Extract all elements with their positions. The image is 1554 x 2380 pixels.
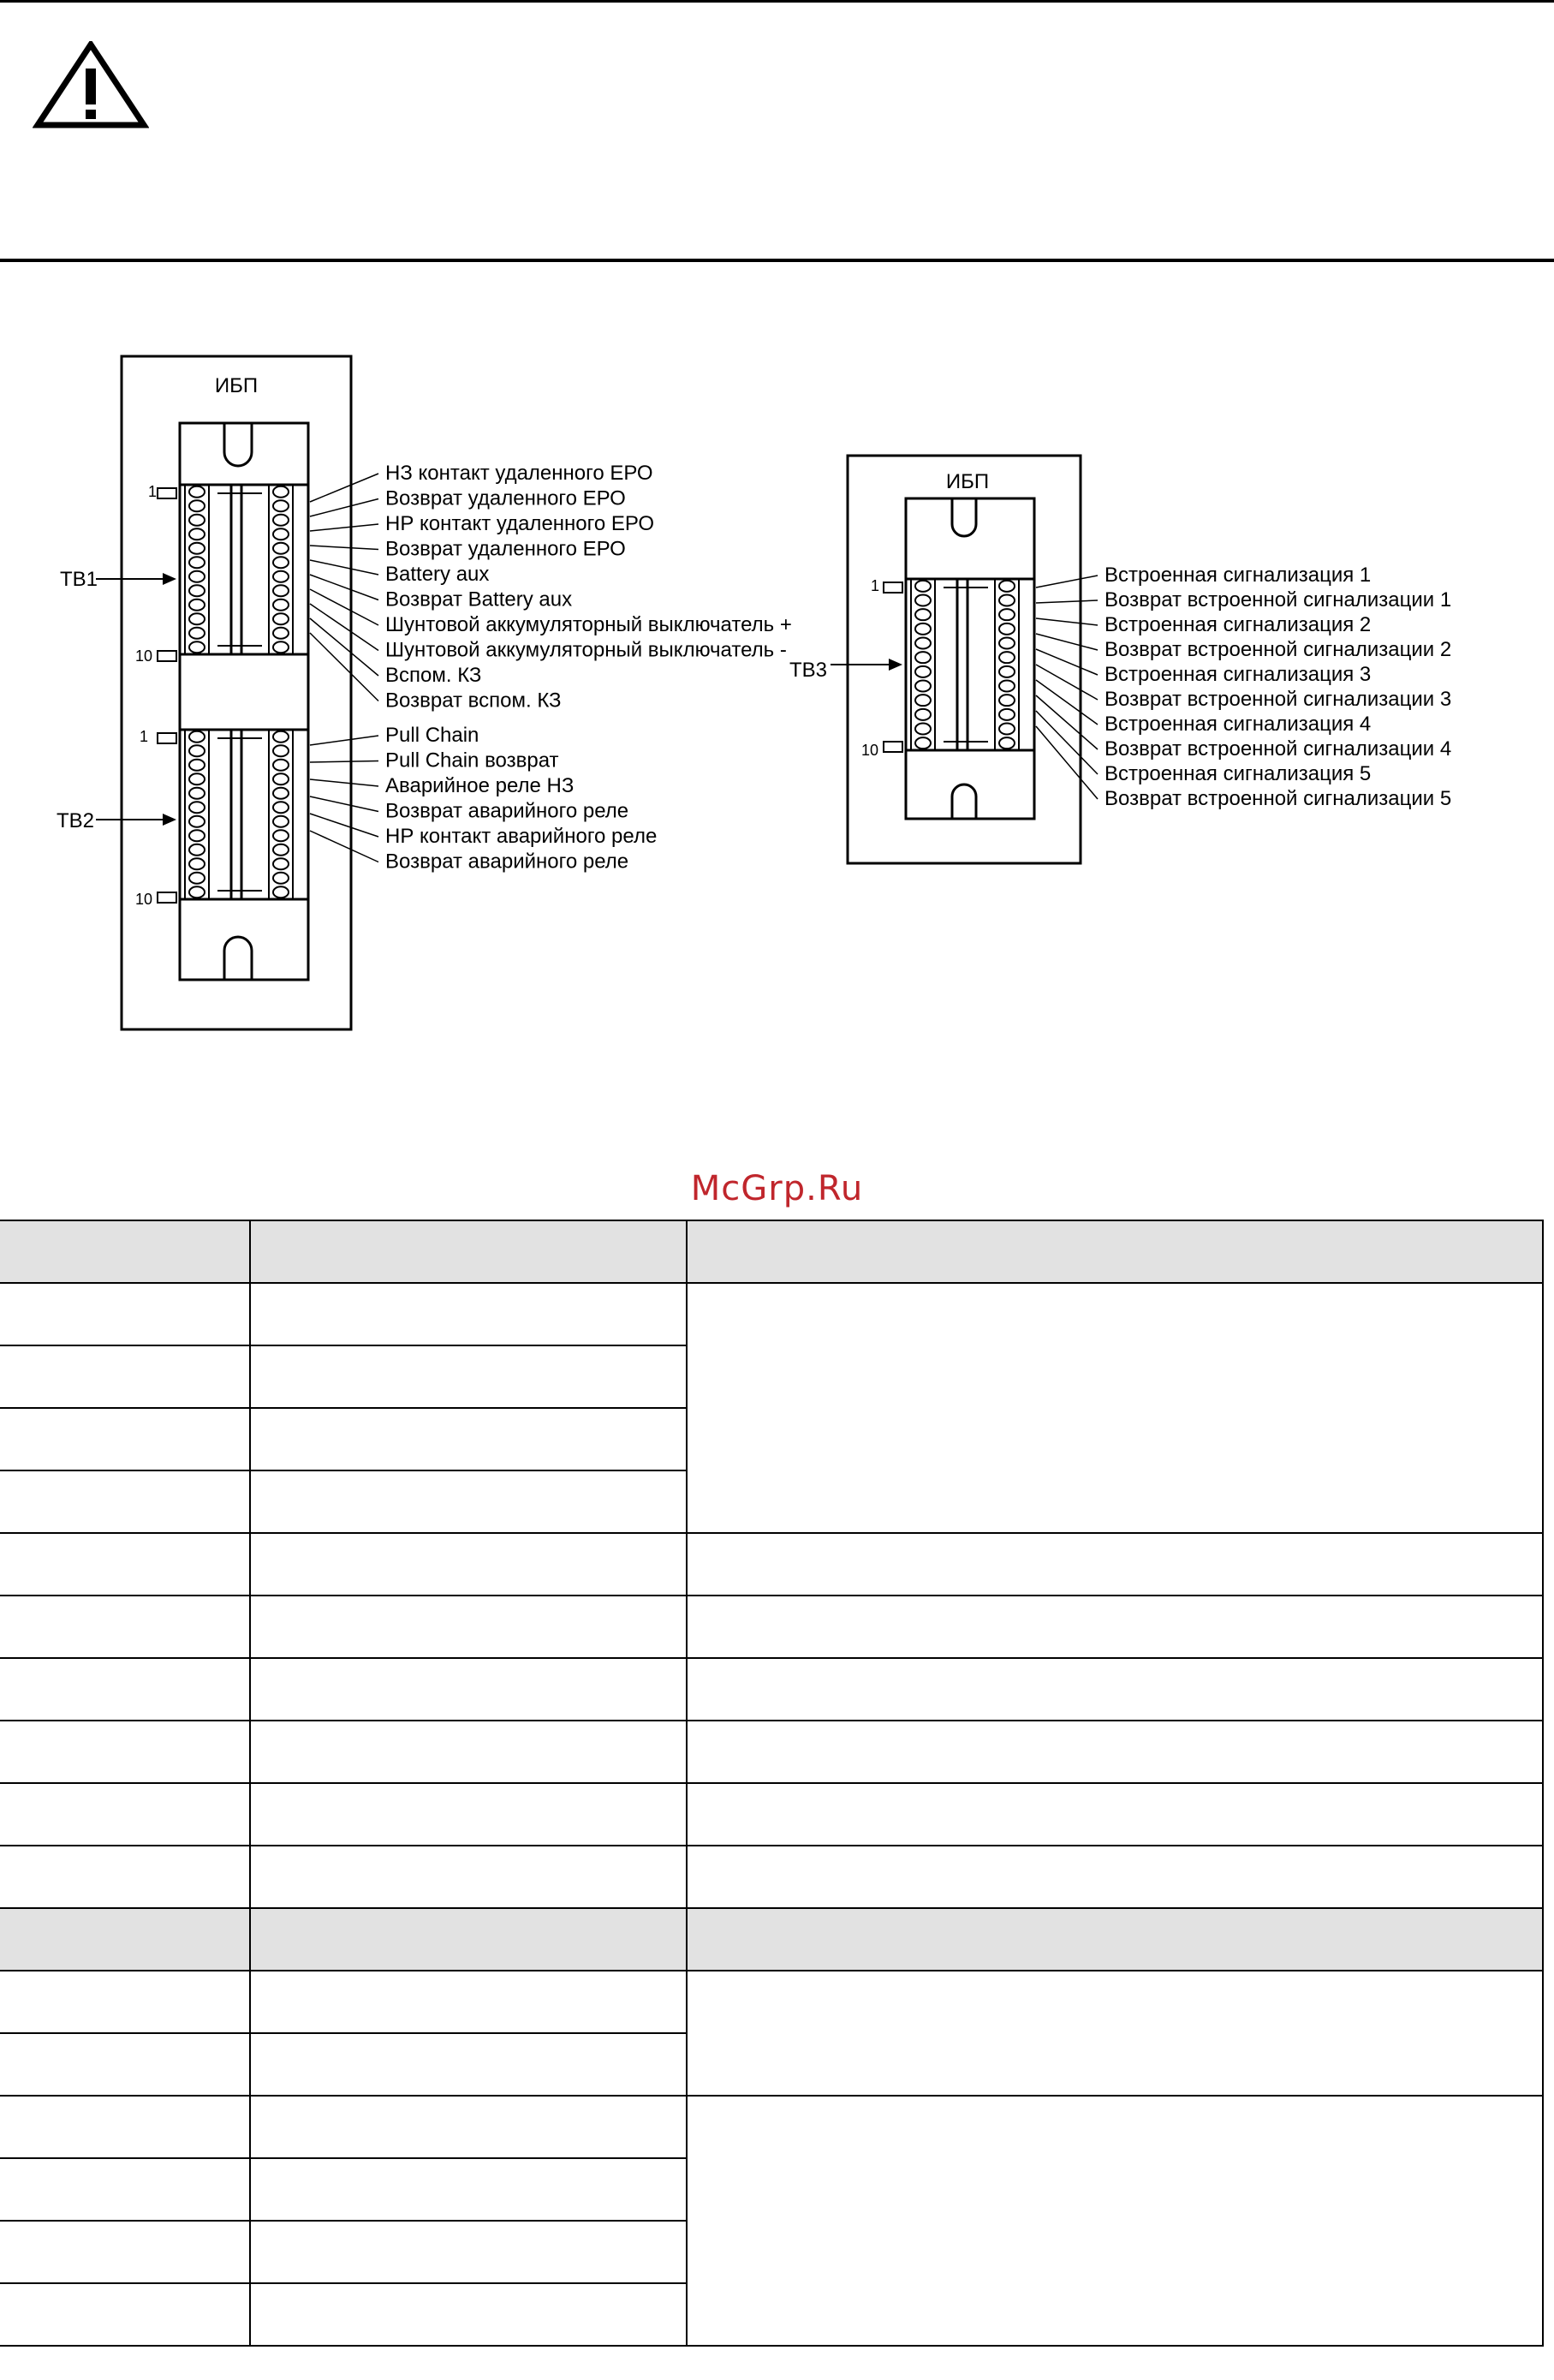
tb1-name: TB1 xyxy=(60,568,98,591)
tb1-label: НЗ контакт удаленного ЕРО xyxy=(385,462,653,485)
table-cell xyxy=(0,1470,250,1533)
tb1-leader xyxy=(310,546,378,550)
table-cell xyxy=(687,1908,1543,1971)
table-cell xyxy=(0,1345,250,1408)
tb3-leader xyxy=(1036,649,1098,675)
tb1-pin10-tab xyxy=(158,651,176,661)
table-row xyxy=(0,1783,1543,1846)
table-cell xyxy=(0,1971,250,2033)
table-cell xyxy=(0,1658,250,1721)
table-cell xyxy=(250,1470,687,1533)
tb3-label: Встроенная сигнализация 3 xyxy=(1104,663,1372,686)
table-cell xyxy=(0,1846,250,1908)
tb3-leader xyxy=(1036,726,1098,799)
tb2-label: НР контакт аварийного реле xyxy=(385,825,658,848)
table-cell xyxy=(0,2096,250,2158)
tb3-label: Возврат встроенной сигнализации 5 xyxy=(1104,787,1452,810)
table-cell xyxy=(0,2221,250,2283)
tb1-arrow-head xyxy=(163,573,176,585)
table-cell xyxy=(687,1721,1543,1783)
tb1-label: Шунтовой аккумуляторный выключатель + xyxy=(385,613,792,636)
tb2-pin-last: 10 xyxy=(134,891,153,908)
tb2-arrow-head xyxy=(163,814,176,826)
tb3-pin1-tab xyxy=(884,582,902,593)
tb2-label: Аварийное реле НЗ xyxy=(385,774,575,797)
table-cell xyxy=(250,1596,687,1658)
terminal-block-diagram xyxy=(0,334,1554,1062)
tb3-leader xyxy=(1036,665,1098,700)
table-cell xyxy=(0,1908,250,1971)
table-row xyxy=(0,1721,1543,1783)
tb3-leader xyxy=(1036,600,1098,603)
tb1-leader xyxy=(310,499,378,517)
tb3-label: Возврат встроенной сигнализации 2 xyxy=(1104,638,1452,661)
table-cell xyxy=(250,1908,687,1971)
tb3-label: Возврат встроенной сигнализации 1 xyxy=(1104,588,1452,611)
table-cell xyxy=(0,1533,250,1596)
tb3-arrow-head xyxy=(889,659,902,671)
top-rule xyxy=(0,0,1554,3)
table-cell xyxy=(0,1721,250,1783)
tb2-leader xyxy=(310,796,378,812)
table-cell xyxy=(250,2221,687,2283)
tb3-pin10-tab xyxy=(884,742,902,752)
table-row xyxy=(0,1971,1543,2033)
table-cell xyxy=(250,1345,687,1408)
tb1-label: Возврат Battery aux xyxy=(385,588,573,611)
tb2-label: Возврат аварийного реле xyxy=(385,799,629,823)
tb2-block xyxy=(180,730,308,899)
tb2-label: Возврат аварийного реле xyxy=(385,850,629,874)
table-cell xyxy=(687,1533,1543,1596)
tb3-block xyxy=(906,579,1034,750)
tb1-label: Battery aux xyxy=(385,563,490,586)
right-ups-title: ИБП xyxy=(945,470,990,493)
table-cell xyxy=(687,1658,1543,1721)
table-cell xyxy=(687,1783,1543,1846)
table-header-row xyxy=(0,1908,1543,1971)
tb2-pin10-tab xyxy=(158,892,176,903)
tb1-pin-last: 10 xyxy=(134,647,153,665)
terminal-table xyxy=(0,1220,1544,2347)
tb3-label: Возврат встроенной сигнализации 4 xyxy=(1104,737,1452,761)
table-row xyxy=(0,1533,1543,1596)
table-cell xyxy=(0,1408,250,1470)
table-cell xyxy=(250,1283,687,1345)
table-cell xyxy=(250,2158,687,2221)
tb2-leader xyxy=(310,736,378,745)
tb2-name: TB2 xyxy=(57,809,95,832)
tb1-leader xyxy=(310,575,378,600)
tb3-label: Встроенная сигнализация 1 xyxy=(1104,564,1372,587)
tb3-name: TB3 xyxy=(789,659,828,682)
table-cell xyxy=(687,1846,1543,1908)
tb3-label: Встроенная сигнализация 2 xyxy=(1104,613,1372,636)
tb3-pin-last: 10 xyxy=(860,742,879,759)
right-rail-notch-top xyxy=(952,498,976,536)
table-cell xyxy=(0,2283,250,2346)
tb1-pin1-tab xyxy=(158,488,176,498)
left-ups-unit xyxy=(122,356,351,1029)
table-cell xyxy=(687,1971,1543,2096)
table-cell xyxy=(250,2033,687,2096)
tb3-label: Возврат встроенной сигнализации 3 xyxy=(1104,688,1452,711)
table-cell xyxy=(0,1596,250,1658)
table-row xyxy=(0,2096,1543,2158)
table-cell xyxy=(250,1408,687,1470)
table-cell xyxy=(687,1283,1543,1533)
tb3-label: Встроенная сигнализация 5 xyxy=(1104,762,1372,785)
tb1-label: Вспом. КЗ xyxy=(385,664,482,687)
table-cell xyxy=(250,1220,687,1283)
tb2-leader xyxy=(310,761,378,763)
right-rail-notch-bottom xyxy=(952,784,976,819)
table-cell xyxy=(0,1283,250,1345)
left-rail-notch-top xyxy=(224,423,252,466)
tb1-block xyxy=(180,485,308,654)
warning-triangle-icon xyxy=(33,41,149,130)
tb3-leader xyxy=(1036,680,1098,725)
table-cell xyxy=(687,1220,1543,1283)
left-ups-frame xyxy=(122,356,351,1029)
table-cell xyxy=(250,1846,687,1908)
tb2-leader xyxy=(310,814,378,837)
table-header-row xyxy=(0,1220,1543,1283)
tb3-leader xyxy=(1036,576,1098,588)
right-ups-unit xyxy=(848,456,1081,863)
tb1-leader xyxy=(310,474,378,502)
table-cell xyxy=(250,1783,687,1846)
table-cell xyxy=(0,1783,250,1846)
table-cell xyxy=(250,2283,687,2346)
tb2-label: Pull Chain возврат xyxy=(385,749,559,772)
tb1-label: НР контакт удаленного ЕРО xyxy=(385,512,655,535)
tb1-label: Возврат удаленного ЕРО xyxy=(385,486,626,510)
tb3-leader xyxy=(1036,634,1098,650)
tb3-leader xyxy=(1036,695,1098,749)
tb1-label: Возврат вспом. КЗ xyxy=(385,689,562,713)
table-row xyxy=(0,1596,1543,1658)
tb3-label: Встроенная сигнализация 4 xyxy=(1104,713,1372,736)
table-cell xyxy=(250,2096,687,2158)
section-rule xyxy=(0,259,1554,262)
tb2-leader xyxy=(310,779,378,786)
tb3-pin-first: 1 xyxy=(870,577,880,594)
tb2-label: Pull Chain xyxy=(385,724,479,747)
tb3-leader xyxy=(1036,711,1098,774)
table-cell xyxy=(250,1971,687,2033)
table-cell xyxy=(687,2096,1543,2346)
left-rail-notch-bottom xyxy=(224,937,252,980)
tb2-leader xyxy=(310,831,378,862)
tb2-pin1-tab xyxy=(158,733,176,743)
table-row xyxy=(0,1283,1543,1345)
table-cell xyxy=(0,2158,250,2221)
table-cell xyxy=(250,1658,687,1721)
tb1-leader xyxy=(310,524,378,531)
tb1-label: Шунтовой аккумуляторный выключатель - xyxy=(385,638,787,662)
tb1-leader xyxy=(310,560,378,575)
table-row xyxy=(0,1658,1543,1721)
tb1-pin-first: 1 xyxy=(147,483,158,500)
table-row xyxy=(0,1846,1543,1908)
table-cell xyxy=(687,1596,1543,1658)
left-ups-title: ИБП xyxy=(214,374,259,397)
tb3-leader xyxy=(1036,618,1098,625)
tb1-label: Возврат удаленного ЕРО xyxy=(385,537,626,561)
watermark: McGrp.Ru xyxy=(690,1169,864,1208)
table-cell xyxy=(0,2033,250,2096)
table-cell xyxy=(250,1721,687,1783)
table-cell xyxy=(0,1220,250,1283)
tb2-pin-first: 1 xyxy=(139,728,149,745)
table-cell xyxy=(250,1533,687,1596)
tb1-leader xyxy=(310,589,378,625)
